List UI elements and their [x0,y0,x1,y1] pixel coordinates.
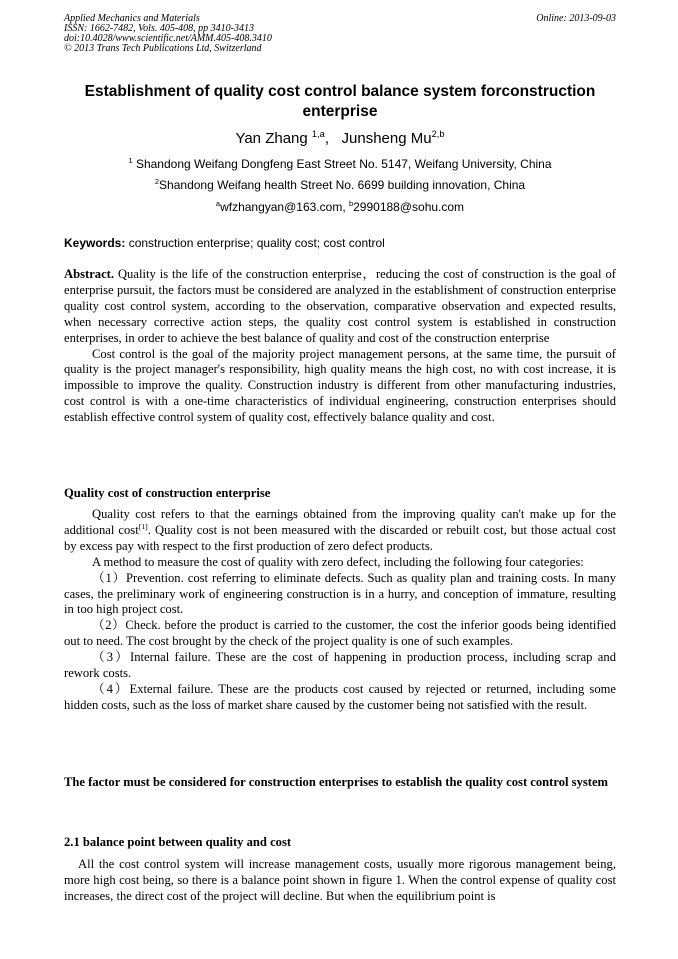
paragraph [64,507,616,555]
paragraph: A method to measure the cost of quality with zero defect, including the following four categories: [92,554,584,569]
journal-name: Applied Mechanics and Materials [64,13,200,24]
affiliation-1 [64,157,616,172]
copyright-line: © 2013 Trans Tech Publications Ltd, Switzerland [64,43,262,54]
online-date: Online: 2013-09-03 [536,13,616,24]
affiliation-text: Shandong Weifang health Street No. 6699 building innovation, China [159,178,526,192]
keywords-text: construction enterprise; quality cost; cost control [125,236,385,250]
keywords [64,236,616,251]
doi-line: doi:10.4028/www.scientific.net/AMM.405-408.3410 [64,33,272,44]
subsection-heading: 2.1 balance point between quality and cost [64,835,292,849]
issn-line: ISSN: 1662-7482, Vols. 405-408, pp 3410-3413 [64,23,254,34]
email-text: 2990188@sohu.com [353,200,465,214]
affiliation-2 [64,178,616,193]
author-superscript: 1,a [311,129,325,139]
citation-ref: [1] [138,521,148,531]
abstract-label: Abstract. [64,267,115,281]
email-line [64,200,616,215]
section-heading: The factor must be considered for construction enterprises to establish the quality cost control system [64,775,609,789]
abstract-text: Quality is the life of the construction enterprise，reducing the cost of construction is the goal of enterprise pursuit, the factors must be considered are analyzed in the establishment of construction enterprise quality cost control system, according to the observation, comparative observation and expected results, when necessary corrective action steps, the quality cost control system is established in construction enterprises, in order to achieve the best balance of quality and cost of the construction enterprise [64,267,616,345]
list-item: （1）Prevention. cost referring to eliminate defects. Such as quality plan and training costs. In many cases, the preliminary work of engineering construction is in a hurry, and conception of immature, resulting in too high project cost. [64,570,616,617]
affiliation-superscript: 2 [154,177,160,186]
paragraph-text: . Quality cost is not been measured with the discarded or rebuilt cost, but those actual cost by excess pay with respect to the first production of zero defect products. [64,522,616,553]
author-line [64,130,616,148]
affiliation-text: Shandong Weifang Dongfeng East Street No. 5147, Weifang University, China [132,157,552,171]
section-heading: Quality cost of construction enterprise [64,486,271,500]
author-name: Junsheng Mu [341,130,432,147]
list-item: （3）Internal failure. These are the cost of happening in production process, including scrap and rework costs. [64,650,616,681]
paragraph-text: Quality cost refers to that the earnings obtained from the improving quality can't make up for the additional cost [64,507,616,537]
abstract-paragraph-2: Cost control is the goal of the majority project management persons, at the same time, the pursuit of quality is the project manager's responsibility, high quality means the high cost, no with cost increase, it is impossible to improve the quality. Construction industry is different from other manufacturing industries, cost control is with a one-time characteristics of individual engineering, construction enterprises should establish effective control system of quality cost, effectively balance quality and cost. [64,346,616,425]
abstract-paragraph [64,267,616,347]
affiliation-superscript: 1 [128,156,133,165]
author-separator: , [324,130,330,147]
paper-title: Establishment of quality cost control balance system forconstruction enterprise [84,83,596,120]
email-superscript: a [215,199,221,208]
email-superscript: b [348,199,354,208]
section-2-1-body [64,857,616,905]
author-superscript: 2,b [431,129,445,139]
keywords-label: Keywords: [64,236,126,250]
section-1-body [64,507,616,714]
email-text: wfzhangyan@163.com, [220,200,349,214]
journal-header [64,14,616,54]
author-name: Yan Zhang [235,130,308,147]
list-item: （4）External failure. These are the products cost caused by rejected or returned, including some hidden costs, such as the loss of market share caused by the customer being not satisfied with the result. [64,681,616,712]
abstract-block [64,267,616,426]
paragraph: All the cost control system will increase management costs, usually more rigorous management being, more high cost being, so there is a balance point shown in figure 1. When the control expense of quality cost increases, the direct cost of the project will decline. But when the equilibrium point is [64,857,616,903]
list-item: （2）Check. before the product is carried to the customer, the cost the inferior goods being identified out to need. The cost brought by the check of the project quality is one of such examples. [64,618,616,649]
